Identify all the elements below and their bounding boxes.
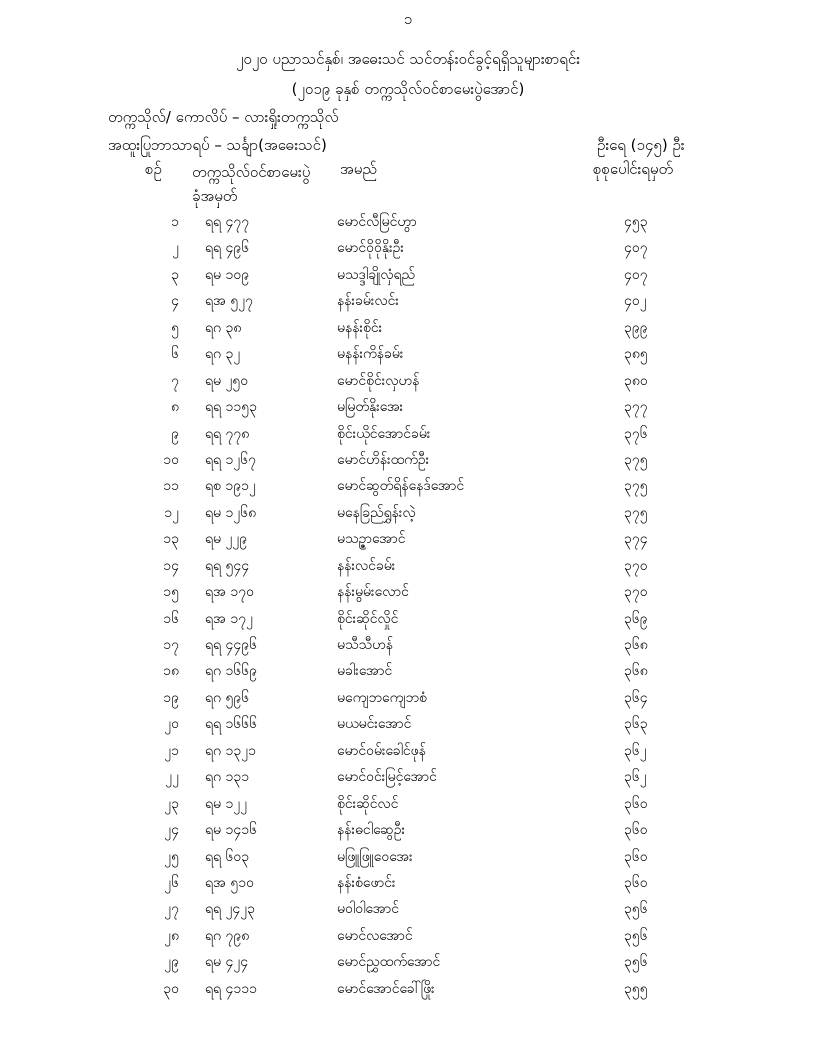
table-row [0,794,816,820]
total-marks: ၃၆၈ [624,637,648,653]
student-name: မမြတ်နိုးအေး [337,399,404,416]
student-name: မဝါဝါအောင် [337,901,399,918]
row-number: ၈ [171,399,179,416]
table-row [0,265,816,291]
roll-number: ရအ ၅၁၀ [205,874,254,891]
row-number: ၂ [172,240,179,257]
total-marks: ၃၆၃ [624,716,648,733]
total-marks: ၃၅၆ [624,901,648,918]
roll-number: ရရ ၅၄၄ [205,557,250,574]
student-name: မသီသီဟန် [337,637,394,653]
roll-number: ရရ ၁၂၆၇ [205,451,257,468]
total-marks: ၄၀၇ [624,240,648,257]
table-row [0,344,816,370]
roll-number: ရဂ ၅၉၆ [205,689,250,706]
row-number: ၁၂ [164,504,179,521]
total-marks: ၃၆၀ [624,874,648,891]
roll-number: ရရ ၇၇၈ [205,425,250,442]
table-row [0,318,816,344]
table-row [0,661,816,687]
table-row [0,371,816,397]
document-subtitle: (၂၀၁၉ ခုနှစ် တက္ကသိုလ်ဝင်စာမေးပွဲအောင်) [291,80,525,98]
student-name: မယမင်းအောင် [337,716,412,733]
student-name: မနေခြည်ရွှန်းလဲ့ [337,504,416,521]
row-number: ၁၉ [163,689,179,706]
total-marks: ၃၆၀ [624,795,648,812]
row-number: ၃ [171,266,179,283]
row-number: ၁၆ [163,610,179,627]
student-name: နန်းစံဖောင်း [337,874,396,891]
roll-number: ရမ ၁၂၂ [205,795,248,812]
row-number: ၇ [171,372,179,389]
student-name: စိုင်းယိုင်အောင်ခမ်း [337,425,431,442]
row-number: ၆ [171,346,179,363]
student-name: မောင်လီမြင်ဟွာ [337,214,417,230]
row-number: ၁၈ [163,663,179,680]
student-name: နန်းလင်ခမ်း [337,557,396,574]
table-row [0,609,816,635]
total-marks: ၃၆၈ [624,663,648,680]
table-row [0,238,816,264]
row-number: ၂၆ [164,874,179,891]
roll-number: ရဂ ၁၆၆၉ [205,663,257,680]
roll-number: ရဂ ၃၂ [205,346,241,363]
total-marks: ၃၇၀ [624,584,648,601]
table-row [0,741,816,767]
document-title: ၂၀၂၀ ပညာသင်နှစ်၊ အဓေးသင် သင်တန်းဝင်ခွင့်ရရှိသူများစာရင်း [236,50,580,68]
row-number: ၂၇ [164,901,179,918]
row-number: ၁၄ [163,557,179,574]
student-name: နန်းခမ်းလင်း [337,293,399,310]
total-marks: ၃၇၆ [624,425,648,442]
table-row [0,503,816,529]
student-name: မသဉ္ဇာအောင် [337,531,406,548]
table-row [0,424,816,450]
table-row [0,582,816,608]
total-marks: ၃၇၀ [624,557,648,574]
roll-number: ရမ ၁၄၁၆ [205,822,257,839]
header-name: အမည် [340,160,377,178]
student-name: မဖြူဖြူဝေအေး [337,848,413,865]
student-name: မသဒ္ဒါချိုလှံရည် [337,266,416,283]
table-row [0,952,816,978]
header-roll-number: တက္ကသိုလ်ဝင်စာမေးပွဲ ခုံအမှတ် [192,163,311,205]
total-marks: ၃၅၆ [624,954,648,971]
row-number: ၁၇ [163,637,179,653]
total-marks: ၃၇၅ [624,504,648,521]
student-name: စိုင်းဆိုင်လှိုင် [337,610,399,627]
table-row [0,688,816,714]
roll-number: ရမ ၁၂၆၈ [205,504,257,521]
row-number: ၁၁ [163,478,179,495]
header-total-marks: စုစုပေါင်းရမှတ် [593,160,674,178]
total-marks: ၃၇၅ [624,451,648,468]
row-number: ၂၁ [164,742,179,759]
student-name: မောင်ဝိုဝိုနိုးဦး [337,240,404,257]
roll-number: ရမ ၁၀၉ [205,266,250,283]
roll-number: ရရ ၁၁၅၃ [205,399,258,416]
student-name: နန်းဓငါဆွေဦး [337,822,406,839]
roll-number: ရမ ၄၂၄ [205,954,249,971]
roll-number: ရရ ၄၄၉၆ [205,637,258,653]
table-row [0,714,816,740]
total-marks: ၃၇၄ [624,531,648,548]
roll-number: ရရ ၄၇၇ [205,214,250,230]
row-number: ၄ [171,293,179,310]
student-name: မခါးအောင် [337,663,393,680]
table-row [0,899,816,925]
total-marks: ၃၆၂ [624,769,647,786]
roll-number: ရအ ၅၂၇ [205,293,253,310]
table-row [0,212,816,238]
roll-number: ရရ ၂၄၂၃ [205,901,256,918]
student-list [0,212,816,1005]
total-marks: ၃၆၄ [624,689,648,706]
roll-number: ရရ ၆၀၃ [205,848,250,865]
total-marks: ၃၆၀ [624,848,648,865]
student-name: မောင်ညွှထက်အောင် [337,954,441,971]
row-number: ၂၂ [165,769,179,786]
student-name: မောင်ဝင်းမြင့်အောင် [337,769,437,786]
row-number: ၅ [171,319,179,336]
row-number: ၂၄ [164,822,179,839]
table-row [0,979,816,1005]
roll-number: ရမ ၂၂၉ [205,531,248,548]
table-row [0,291,816,317]
table-row [0,635,816,661]
row-number: ၂၈ [164,927,179,944]
student-name: မောင်ဝမ်းခေါင်ဖုန် [337,742,426,759]
student-name: မောင်အောင်ခေါ်ဖြိုး [337,980,435,997]
table-row [0,820,816,846]
table-row [0,397,816,423]
student-name: မနန်းကိန်ခမ်း [337,346,404,363]
roll-number: ရစ ၁၉၁၂ [205,478,256,495]
student-name: မကျေဘကျေဘစံ [337,689,427,706]
roll-number: ရဂ ၇၉၈ [205,927,250,944]
total-count: ဦးရေ (၁၄၅) ဦး [597,136,685,154]
university-line: တက္ကသိုလ်/ ကောလိပ် – လားရှိုးတက္ကသိုလ် [108,108,339,126]
student-name: မောင်လအောင် [337,927,413,944]
roll-number: ရရ ၄၉၆ [205,240,250,257]
roll-number: ရအ ၁၇၂ [205,610,253,627]
row-number: ၁ [171,214,179,230]
roll-number: ရဂ ၁၃၁ [205,769,250,786]
total-marks: ၄၀၇ [624,266,648,283]
row-number: ၂၉ [164,954,179,971]
table-row [0,556,816,582]
major-line: အထူးပြုဘာသာရပ် – သင်္ချာ(အဓေးသင်) [108,136,327,154]
roll-number: ရရ ၄၁၁၁ [205,980,258,997]
total-marks: ၃၆၀ [624,822,648,839]
roll-number: ရဂ ၃၈ [205,319,242,336]
roll-number: ရမ ၂၅၀ [205,372,249,389]
table-row [0,847,816,873]
total-marks: ၃၇၅ [624,478,648,495]
table-row [0,450,816,476]
total-marks: ၃၈၀ [624,372,648,389]
roll-number: ရဂ ၁၃၂၁ [205,742,256,759]
student-name: မောင်ဆွတ်ရိန်နေဒ်အောင် [337,478,465,495]
total-marks: ၄၅၃ [624,214,648,230]
row-number: ၁၀ [163,451,179,468]
row-number: ၉ [171,425,179,442]
total-marks: ၃၉၉ [624,319,648,336]
total-marks: ၄၀၂ [624,293,647,310]
table-row [0,476,816,502]
total-marks: ၃၇၇ [624,399,648,416]
row-number: ၂၃ [164,795,179,812]
header-no: စဉ် [145,160,162,178]
roll-number: ရရ ၁၆၆၆ [205,716,258,733]
total-marks: ၃၈၅ [624,346,648,363]
roll-number: ရအ ၁၇၀ [205,584,254,601]
total-marks: ၃၆၉ [624,610,648,627]
student-name: စိုင်းဆိုင်လင် [337,795,399,812]
total-marks: ၃၆၂ [624,742,647,759]
row-number: ၁၅ [163,584,179,601]
page-number: ၁ [403,10,413,28]
table-row [0,926,816,952]
student-name: မောင်စိုင်းလှဟန် [337,372,420,389]
student-name: မောင်ဟိန်းထက်ဦး [337,451,430,468]
total-marks: ၃၅၆ [624,927,648,944]
row-number: ၃၀ [163,980,179,997]
total-marks: ၃၅၅ [624,980,648,997]
student-name: မနန်းစိုင်း [337,319,383,336]
table-row [0,873,816,899]
row-number: ၁၃ [163,531,179,548]
row-number: ၂၅ [164,848,179,865]
student-name: နန်းမွမ်းလောင် [337,584,409,601]
table-row [0,767,816,793]
row-number: ၂၀ [164,716,179,733]
table-row [0,529,816,555]
